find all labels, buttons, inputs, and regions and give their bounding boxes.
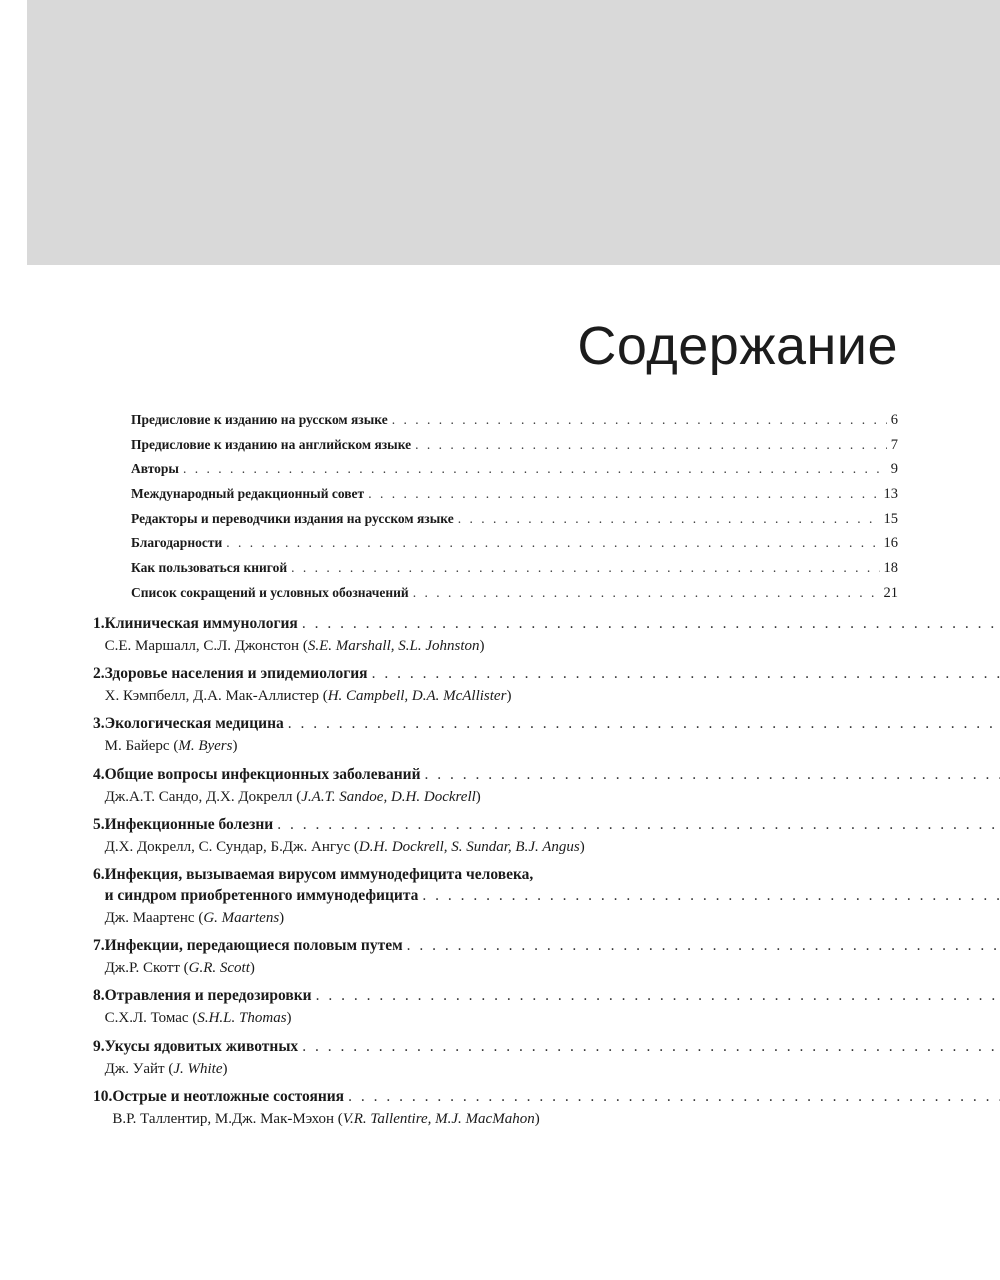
chapter-number: 7.	[93, 937, 105, 955]
dot-leader	[288, 713, 1000, 734]
chapter-number: 5.	[93, 815, 105, 833]
authors-ru: Дж. Маартенс (	[104, 909, 204, 926]
chapter-number: 3.	[93, 715, 105, 733]
toc-entry[interactable]	[131, 535, 898, 560]
dot-leader	[413, 585, 880, 601]
chapter-entry[interactable]	[93, 663, 898, 707]
authors-latin: S.H.L. Thomas	[197, 1010, 287, 1027]
dot-leader	[291, 560, 879, 576]
front-matter-list	[131, 412, 898, 610]
chapter-authors	[105, 836, 1000, 858]
chapter-title: Инфекционные болезни	[104, 815, 274, 833]
chapter-entry[interactable]	[93, 814, 898, 858]
chapter-authors	[105, 957, 1000, 979]
chapter-title: и синдром приобретенного иммунодефицита	[104, 886, 419, 904]
chapter-entry[interactable]	[93, 713, 898, 757]
chapter-title-line: Инфекция, вызываемая вирусом иммунодефицита человека,	[104, 865, 534, 883]
toc-entry[interactable]	[131, 412, 898, 437]
chapter-title: Отравления и передозировки	[104, 987, 312, 1005]
chapter-title: Укусы ядовитых животных	[104, 1037, 299, 1055]
chapter-entry[interactable]	[93, 1036, 898, 1080]
authors-close: )	[579, 838, 585, 855]
authors-latin: J. White	[173, 1060, 223, 1077]
chapter-entry[interactable]	[93, 1086, 898, 1130]
chapter-authors	[105, 635, 1000, 657]
authors-ru: М. Байерс (	[104, 738, 179, 755]
chapter-authors	[112, 1108, 1000, 1130]
dot-leader	[302, 1036, 1000, 1057]
chapter-number: 2.	[93, 665, 105, 683]
authors-ru: С.Х.Л. Томас (	[104, 1010, 198, 1027]
chapter-number: 8.	[93, 987, 105, 1005]
authors-ru: Д.Х. Докрелл, С. Сундар, Б.Дж. Ангус (	[104, 838, 359, 855]
toc-entry-page: 15	[883, 510, 898, 527]
toc-entry-page: 7	[890, 436, 898, 453]
dot-leader	[183, 461, 887, 477]
toc-entry-title: Предисловие к изданию на русском языке	[131, 412, 388, 427]
toc-entry-page: 6	[890, 412, 898, 428]
chapter-number: 9.	[93, 1037, 105, 1055]
authors-close: )	[232, 738, 238, 755]
dot-leader	[368, 486, 879, 502]
chapter-number: 4.	[93, 765, 105, 783]
chapter-entry[interactable]	[93, 985, 898, 1029]
toc-entry[interactable]	[131, 437, 898, 462]
toc-entry[interactable]	[131, 585, 898, 610]
authors-close: )	[249, 960, 255, 977]
chapter-authors	[105, 907, 1000, 929]
authors-close: )	[222, 1060, 228, 1077]
chapter-number: 6.	[93, 865, 105, 883]
chapter-entry[interactable]	[93, 864, 898, 929]
toc-entry-title: Авторы	[131, 461, 179, 477]
authors-latin: V.R. Tallentire, M.J. MacMahon	[342, 1110, 535, 1127]
header-band	[27, 0, 1000, 265]
toc-entry-title: Предисловие к изданию на английском языке	[131, 436, 412, 452]
dot-leader	[422, 885, 1000, 906]
dot-leader	[392, 412, 887, 428]
authors-ru: Х. Кэмпбелл, Д.А. Мак-Аллистер (	[104, 688, 328, 705]
authors-latin: H. Campbell, D.A. McAllister	[327, 688, 507, 705]
toc-entry-title: Как пользоваться книгой	[131, 560, 288, 576]
chapter-authors	[105, 1058, 1000, 1080]
toc-entry-page: 21	[883, 584, 898, 601]
toc-entry-title: Список сокращений и условных обозначений	[131, 584, 409, 600]
toc-entry-page: 13	[883, 486, 898, 503]
dot-leader	[458, 511, 880, 527]
dot-leader	[302, 613, 1000, 634]
dot-leader	[415, 437, 887, 453]
toc-entry-title: Редакторы и переводчики издания на русском языке	[131, 510, 454, 526]
toc-entry-title: Благодарности	[131, 535, 223, 551]
authors-latin: S.E. Marshall, S.L. Johnston	[307, 638, 480, 654]
dot-leader	[425, 764, 1000, 785]
chapter-entry[interactable]	[93, 764, 898, 808]
authors-ru: Дж.Р. Скотт (	[104, 960, 189, 977]
chapter-number: 10.	[93, 1087, 113, 1105]
dot-leader	[372, 663, 1000, 684]
dot-leader	[316, 985, 1000, 1006]
toc-entry-page: 16	[883, 535, 898, 552]
authors-close: )	[279, 909, 285, 926]
authors-ru: Дж. Уайт (	[104, 1060, 174, 1077]
dot-leader	[407, 935, 1000, 956]
chapter-title: Острые и неотложные состояния	[112, 1087, 345, 1105]
chapter-entry[interactable]	[93, 613, 898, 657]
authors-ru: В.Р. Таллентир, М.Дж. Мак-Мэхон (	[112, 1110, 343, 1127]
dot-leader	[277, 814, 1000, 835]
authors-close: )	[479, 638, 485, 654]
authors-close: )	[506, 688, 512, 705]
authors-latin: G.R. Scott	[188, 960, 250, 977]
toc-entry[interactable]	[131, 511, 898, 536]
dot-leader	[348, 1086, 1000, 1107]
chapter-title: Общие вопросы инфекционных заболеваний	[104, 765, 421, 783]
toc-entry-title: Международный редакционный совет	[131, 486, 365, 502]
authors-latin: M. Byers	[178, 738, 233, 755]
toc-entry-page: 9	[890, 461, 898, 478]
authors-latin: D.H. Dockrell, S. Sundar, B.J. Angus	[358, 838, 580, 855]
toc-entry-page: 18	[883, 560, 898, 577]
authors-latin: J.A.T. Sandoe, D.H. Dockrell	[301, 788, 476, 805]
authors-close: )	[534, 1110, 540, 1127]
chapter-authors	[105, 1007, 1000, 1029]
authors-ru: Дж.А.Т. Сандо, Д.Х. Докрелл (	[104, 788, 302, 805]
chapter-authors	[105, 735, 1000, 757]
toc-entry[interactable]	[131, 560, 898, 585]
chapter-authors	[105, 685, 1000, 707]
authors-latin: G. Maartens	[203, 909, 280, 926]
chapter-authors	[105, 786, 1000, 808]
toc-entry[interactable]	[131, 486, 898, 511]
chapter-title: Здоровье населения и эпидемиология	[104, 665, 368, 683]
authors-close: )	[286, 1010, 292, 1027]
authors-ru: С.Е. Маршалл, С.Л. Джонстон (	[104, 638, 308, 654]
chapter-number: 1.	[93, 615, 105, 632]
chapter-title: Экологическая медицина	[104, 715, 284, 733]
authors-close: )	[475, 788, 481, 805]
dot-leader	[226, 535, 879, 551]
toc-entry[interactable]	[131, 461, 898, 486]
chapter-entry[interactable]	[93, 935, 898, 979]
chapter-title: Клиническая иммунология	[104, 615, 298, 632]
page-title: Содержание	[577, 316, 898, 376]
chapter-title: Инфекции, передающиеся половым путем	[104, 937, 403, 955]
chapter-list	[93, 613, 898, 1136]
